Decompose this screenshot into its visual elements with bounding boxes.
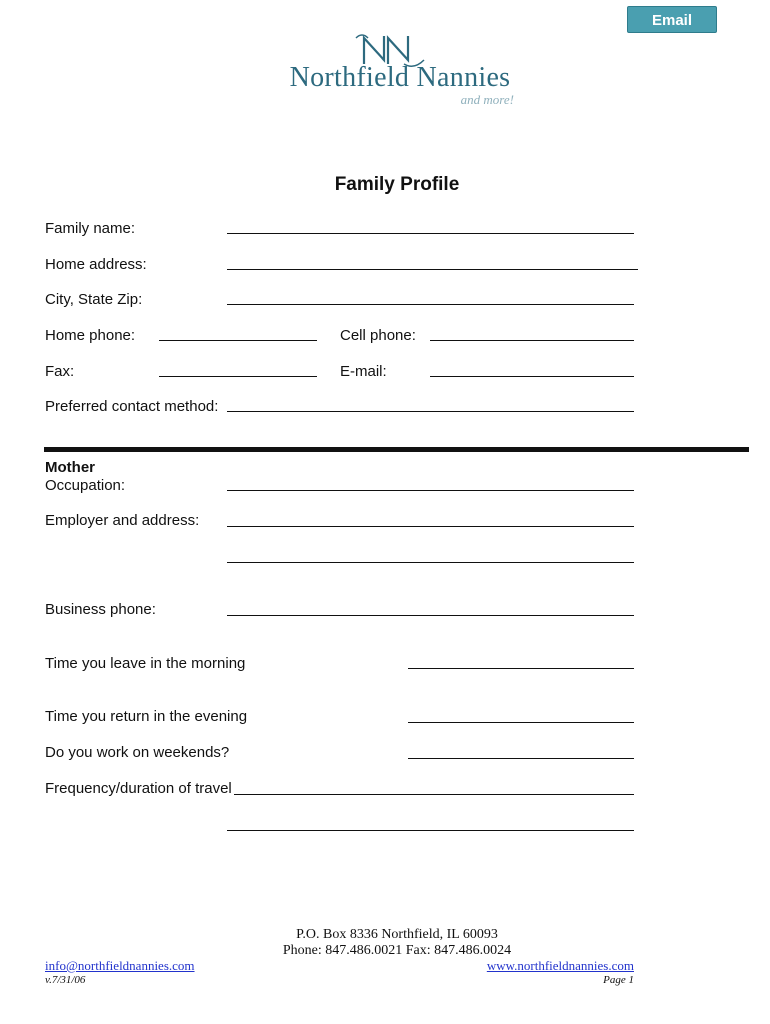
email-field[interactable]: [430, 376, 634, 377]
return-evening-field[interactable]: [408, 722, 634, 723]
leave-morning-label: Time you leave in the morning: [45, 655, 246, 672]
employer-address-field[interactable]: [227, 562, 634, 563]
employer-label: Employer and address:: [45, 512, 200, 529]
business-phone-field[interactable]: [227, 615, 634, 616]
employer-field[interactable]: [227, 526, 634, 527]
travel-field[interactable]: [234, 794, 634, 795]
travel-field-2[interactable]: [227, 830, 634, 831]
city-state-zip-field[interactable]: [227, 304, 634, 305]
cell-phone-field[interactable]: [430, 340, 634, 341]
family-name-label: Family name:: [45, 220, 136, 237]
occupation-label: Occupation:: [45, 477, 126, 494]
footer-address: P.O. Box 8336 Northfield, IL 60093: [296, 927, 498, 942]
leave-morning-field[interactable]: [408, 668, 634, 669]
fax-label: Fax:: [45, 363, 75, 380]
home-address-field[interactable]: [227, 269, 638, 270]
footer-version: v.7/31/06: [45, 974, 86, 986]
section-divider: [44, 447, 749, 452]
occupation-field[interactable]: [227, 490, 634, 491]
logo-tagline: and more!: [460, 92, 514, 107]
return-evening-label: Time you return in the evening: [45, 708, 248, 725]
travel-label: Frequency/duration of travel: [45, 780, 232, 797]
page-title: Family Profile: [334, 174, 460, 195]
family-name-field[interactable]: [227, 233, 634, 234]
preferred-contact-field[interactable]: [227, 411, 634, 412]
mother-heading: Mother: [45, 459, 95, 476]
home-phone-field[interactable]: [159, 340, 317, 341]
footer-phones: Phone: 847.486.0021 Fax: 847.486.0024: [282, 943, 512, 958]
home-phone-label: Home phone:: [45, 327, 136, 344]
city-state-zip-label: City, State Zip:: [45, 291, 143, 308]
footer-page-number: Page 1: [603, 974, 634, 986]
fax-field[interactable]: [159, 376, 317, 377]
weekends-field[interactable]: [408, 758, 634, 759]
business-phone-label: Business phone:: [45, 601, 156, 618]
footer-web-link[interactable]: www.northfieldnannies.com: [486, 958, 634, 973]
weekends-label: Do you work on weekends?: [45, 744, 230, 761]
home-address-label: Home address:: [45, 256, 147, 273]
email-label: E-mail:: [340, 363, 387, 380]
cell-phone-label: Cell phone:: [340, 327, 416, 344]
logo-name: Northfield Nannies: [289, 62, 511, 93]
email-button[interactable]: Email: [627, 6, 717, 33]
footer-email-link[interactable]: info@northfieldnannies.com: [45, 958, 195, 973]
preferred-contact-label: Preferred contact method:: [45, 398, 219, 415]
